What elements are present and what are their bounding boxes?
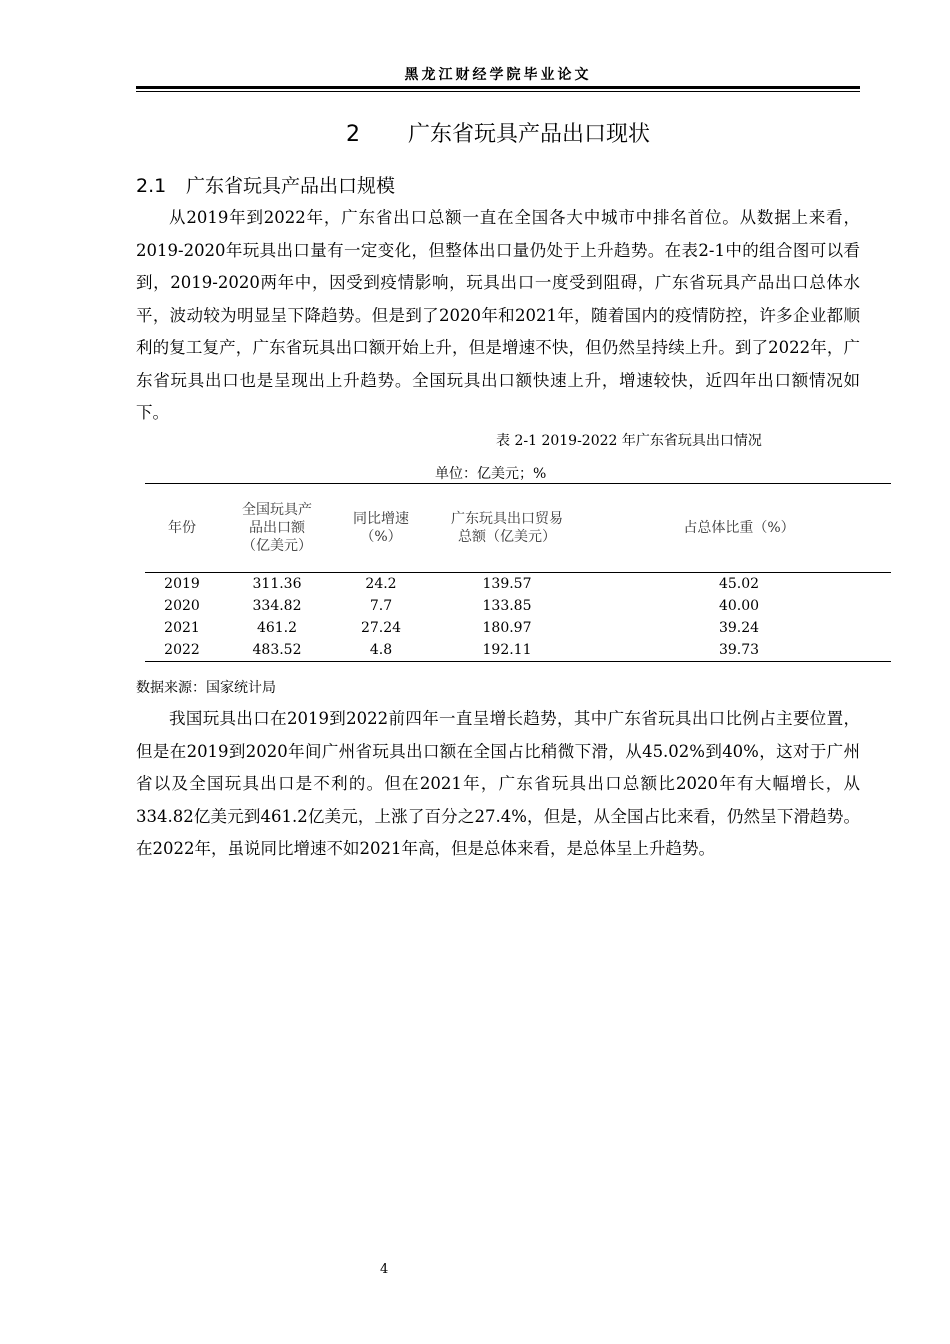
- header-guangdong: 广东玩具出口贸易 总额（亿美元）: [427, 484, 587, 573]
- chapter-heading: [136, 117, 860, 148]
- cell-guangdong: 192.11: [427, 639, 587, 662]
- cell-year: 2019: [164, 576, 200, 592]
- cell-national: 311.36: [252, 576, 302, 592]
- header-national: 全国玩具产 品出口额 （亿美元）: [219, 484, 335, 573]
- export-table: [145, 483, 891, 662]
- chapter-number: 2: [345, 122, 360, 147]
- cell-guangdong: 139.57: [482, 576, 532, 592]
- section-heading: [136, 171, 395, 198]
- cell-national: 334.82: [252, 598, 302, 614]
- cell-guangdong: 133.85: [482, 598, 532, 614]
- running-header: 黑龙江财经学院毕业论文: [404, 67, 592, 83]
- cell-growth: 24.2: [365, 576, 397, 592]
- table-row: [145, 595, 891, 617]
- cell-growth: 4.8: [335, 639, 427, 662]
- cell-year: 2020: [164, 598, 200, 614]
- cell-growth: 27.24: [360, 620, 402, 636]
- section-number: 2.1: [136, 175, 167, 197]
- table-caption: 表 2-1 2019-2022 年广东省玩具出口情况: [496, 433, 762, 449]
- body-paragraph-2: 我国玩具出口在2019到2022前四年一直呈增长趋势，其中广东省玩具出口比例占主要位置，但是在2019到2020年间广州省玩具出口额在全国占比稍微下滑，从45.02%到40%，这对于广州省以及全国玩具出口是不利的。但在2021年，广东省玩具出口总额比2020年有大幅增长，从334.82亿美元到461.2亿美元，上涨了百分之27.4%，但是，从全国占比来看，仍然呈下滑趋势。在2022年，虽说同比增速不如2021年高，但是总体来看，是总体呈上升趋势。: [136, 709, 860, 858]
- header-growth: 同比增速 （%）: [335, 484, 427, 573]
- cell-national: 461.2: [256, 620, 298, 636]
- cell-share: 40.00: [718, 598, 760, 614]
- section-title: 广东省玩具产品出口规模: [186, 175, 396, 197]
- cell-share: 45.02: [718, 576, 760, 592]
- table-header-row: [145, 484, 891, 573]
- header-share: 占总体比重（%）: [587, 484, 891, 573]
- body-paragraph-1: 从2019年到2022年，广东省出口总额一直在全国各大中城市中排名首位。从数据上来看，2019-2020年玩具出口量有一定变化，但整体出口量仍处于上升趋势。在表2-1中的组合图可以看到，2019-2020两年中，因受到疫情影响，玩具出口一度受到阻碍，广东省玩具产品出口总体水平，波动较为明显呈下降趋势。但是到了2020年和2021年，随着国内的疫情防控，许多企业都顺利的复工复产，广东省玩具出口额开始上升，但是增速不快，但仍然呈持续上升。到了2022年，广东省玩具出口也是呈现出上升趋势。全国玩具出口额快速上升，增速较快，近四年出口额情况如下。: [136, 208, 860, 422]
- cell-growth: 7.7: [369, 598, 393, 614]
- page-number: 4: [380, 1262, 389, 1277]
- cell-share: 39.73: [587, 639, 891, 662]
- cell-guangdong: 180.97: [482, 620, 532, 636]
- cell-year: 2021: [164, 620, 200, 636]
- table-unit: 单位：亿美元；%: [435, 466, 547, 482]
- table-row: [145, 639, 891, 662]
- header-rule-thin: [136, 91, 860, 92]
- header-rule-thick: [136, 86, 860, 89]
- cell-share: 39.24: [718, 620, 760, 636]
- cell-year: 2022: [145, 639, 219, 662]
- table-row: [145, 617, 891, 639]
- chapter-title: 广东省玩具产品出口现状: [407, 122, 650, 147]
- data-source-note: 数据来源：国家统计局: [136, 680, 276, 696]
- table-row: [145, 573, 891, 596]
- cell-national: 483.52: [219, 639, 335, 662]
- header-year: 年份: [145, 484, 219, 573]
